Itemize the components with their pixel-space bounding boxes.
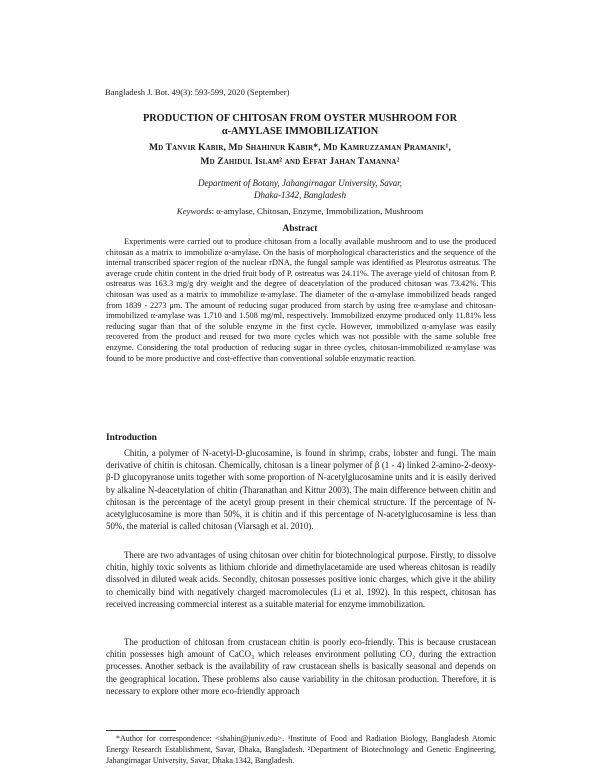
title-line-1: PRODUCTION OF CHITOSAN FROM OYSTER MUSHROOM FOR xyxy=(142,113,458,124)
intro-paragraph-3: The production of chitosan from crustacean chitin is poorly eco-friendly. This is because crustacean chitin possesses high amount of CaCO₃ which releases environment polluting CO₂ during the extraction processes. Another setback is the availability of raw crustacean shells is basically seasonal and depends on the geographical location. These problems also cause variability in the chitosan production. Therefore, it is necessary to explore other more eco-friendly approach xyxy=(106,637,496,696)
keywords-text: : α-amylase, Chitosan, Enzyme, Immobilization, Mushroom xyxy=(211,206,424,216)
affiliation xyxy=(105,177,495,201)
affiliation-line-2: Dhaka-1342, Bangladesh xyxy=(254,190,346,200)
article-title xyxy=(105,112,495,138)
abstract-heading: Abstract xyxy=(282,224,318,234)
journal-citation: Bangladesh J. Bot. 49(3): 593-599, 2020 (September) xyxy=(105,87,290,97)
authors-line-2: Md Zahidul Islam² and Effat Jahan Tamanna² xyxy=(200,156,400,167)
intro-paragraph-2: There are two advantages of using chitosan over chitin for biotechnological purpose. Firstly, to dissolve chitin, highly toxic solvents as lithium chloride and dimethylacetamide are used whereas chitosan is readily dissolved in diluted weak acids. Secondly, chitosan possesses positive ionic charges, which give it the ability to chemically bind with negatively charged macromolecules (Li et al. 1992). In this respect, chitosan has received increasing commercial interest as a suitable material for enzyme immobilization. xyxy=(106,550,496,609)
footnote-divider xyxy=(106,730,176,731)
keywords xyxy=(105,205,495,217)
footnote: *Author for correspondence: <shahin@juniv.edu>. ¹Institute of Food and Radiation Biology, Bangladesh Atomic Energy Research Establishment, Savar, Dhaka, Bangladesh. ²Department of Biotechnology and Genetic Engineering, Jahangirnagar University, Savar, Dhaka 1342, Bangladesh. xyxy=(106,734,496,765)
author-list xyxy=(105,141,495,169)
affiliation-line-1: Department of Botany, Jahangirnagar University, Savar, xyxy=(198,178,402,188)
keywords-label: Keywords xyxy=(176,206,212,216)
abstract-body: Experiments were carried out to produce chitosan from a locally available mushroom and to use the produced chitosan as a matrix to immobilize α-amylase. On the basis of morphological characteristics and the sequence of the internal transcribed spacer region of the nuclear rDNA, the fungal sample was identified as Pleurotus ostreatus. The average crude chitin content in the dried fruit body of P. ostreatus was 24.11%. The average yield of chitosan from P. ostreatus was 163.3 mg/g dry weight and the degree of deacetylation of the produced chitosan was 73.42%. This chitosan was used as a matrix to immobilize α-amylase. The diameter of the α-amylase immobilized beads ranged from 1839 - 2273 μm. The amount of reducing sugar produced from starch by using free α-amylase and chitosan-immobilized α-amylase was 1.710 and 1.508 mg/ml, respectively. Immobilized enzyme produced only 11.81% less reducing sugar than that of the soluble enzyme in the first cycle. However, immobilized α-amylase was easily recovered from the product and reused for two more cycles which was not possible with the same soluble free enzyme. Considering the total production of reducing sugar in three cycles, chitosan-immobilized α-amylase was found to be more productive and cost-effective than conventional soluble enzymatic reaction. xyxy=(106,237,496,363)
title-line-2: α-AMYLASE IMMOBILIZATION xyxy=(221,126,379,137)
authors-line-1: Md Tanvir Kabir, Md Shahinur Kabir*, Md Kamruzzaman Pramanik¹, xyxy=(148,142,452,153)
introduction-heading: Introduction xyxy=(106,433,157,443)
intro-paragraph-1: Chitin, a polymer of N-acetyl-D-glucosamine, is found in shrimp, crabs, lobster and fungi. The main derivative of chitin is chitosan. Chemically, chitosan is a linear polymer of β (1 - 4) linked 2-amino-2-deoxy-β-D glucopyranose units together with some proportion of N-acetylglucosamine units and it is easily derived by alkaline N-deacetylation of chitin (Tharanathan and Kittur 2003). The main difference between chitin and chitosan is the percentage of the acetyl group present in their chemical structure. If the percentage of N-acetylglucosamine is more than 50%, it is chitin and if this percentage of N-acetylglucosamine is less than 50%, the material is called chitosan (Viarsagh et al. 2010). xyxy=(106,448,496,532)
